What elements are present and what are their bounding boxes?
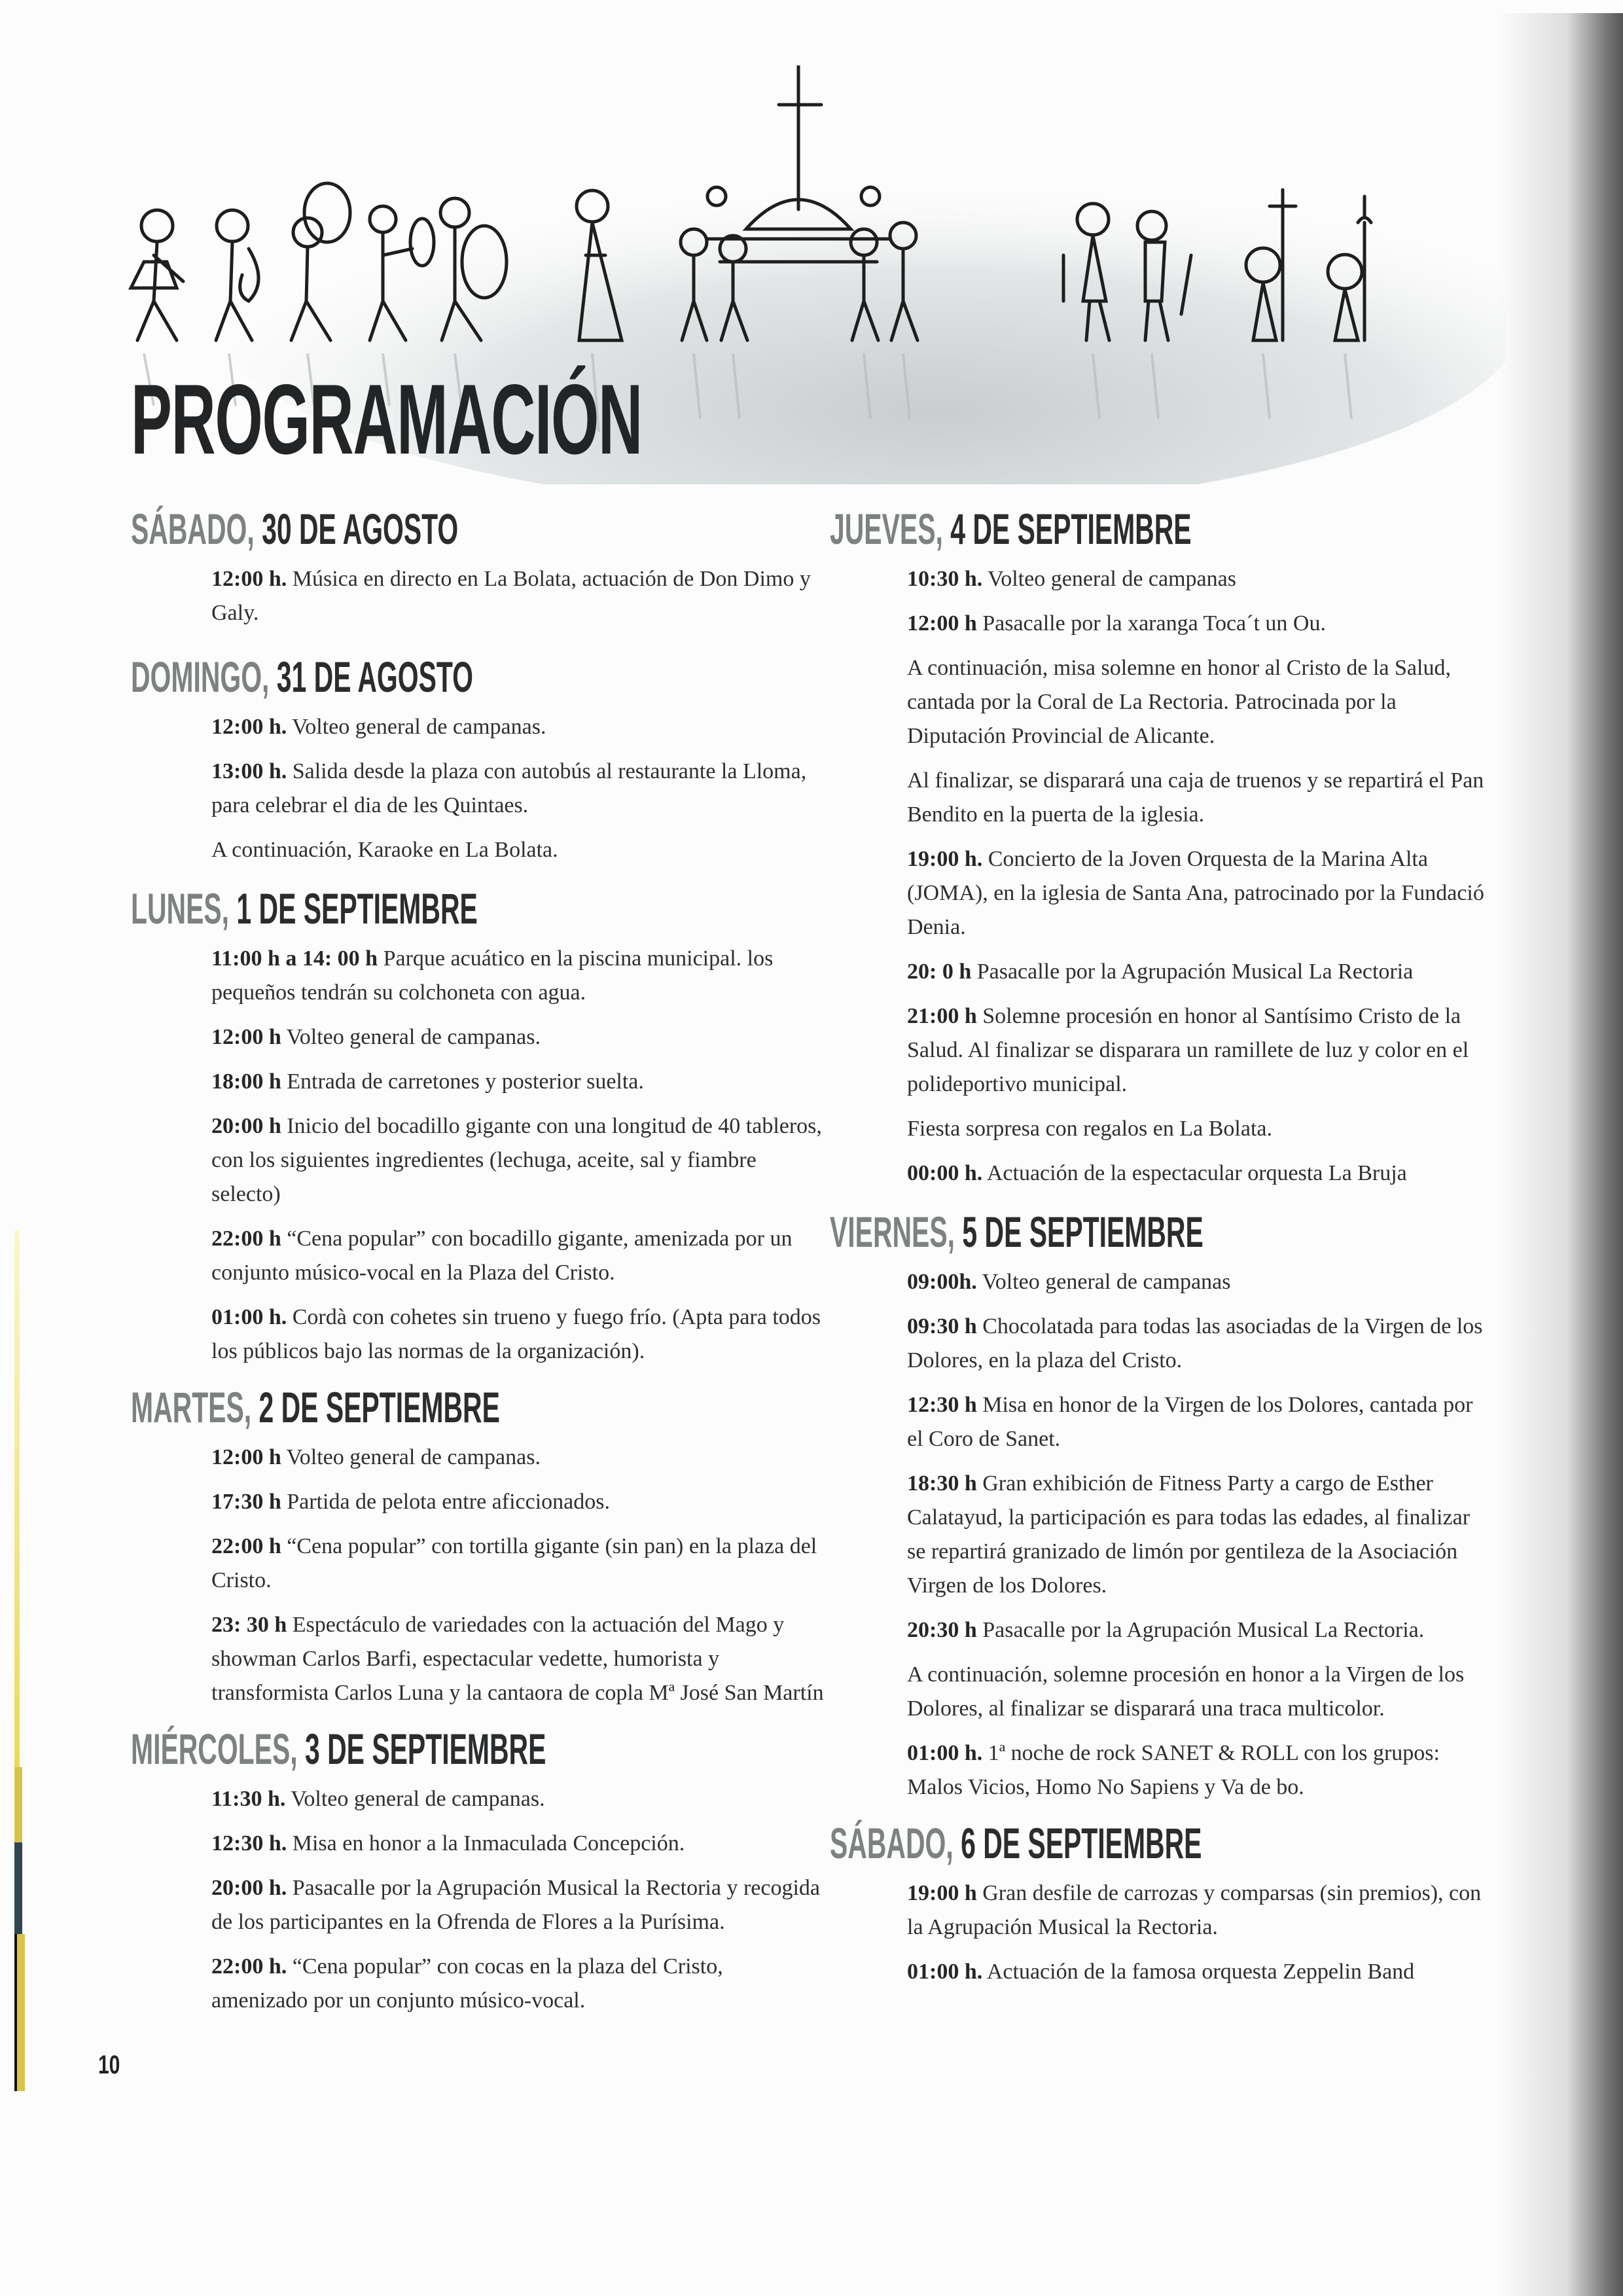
event-description: Pasacalle por la Agrupación Musical la Rectoria y recogida de los participantes en la Ofrenda de Flores a la Purísima. (211, 1876, 820, 1934)
event-time: 01:00 h. (907, 1741, 983, 1765)
event-list (830, 1876, 1484, 1989)
event-item (211, 562, 825, 630)
day-section (830, 1210, 1484, 1804)
event-time: 23: 30 h (211, 1613, 287, 1637)
day-heading (830, 1819, 1236, 1867)
day-heading (131, 884, 561, 933)
event-description: Volteo general de campanas. (281, 1025, 541, 1049)
event-item (907, 764, 1484, 832)
event-item (907, 607, 1484, 641)
event-time: 19:00 h (907, 1881, 977, 1905)
day-name: SÁBADO, (131, 505, 255, 553)
day-name: JUEVES, (830, 505, 943, 553)
event-item (211, 1530, 825, 1598)
event-item (211, 1222, 825, 1290)
event-item (211, 1300, 825, 1369)
event-description: Volteo general de campanas. (285, 1787, 545, 1811)
day-date: 6 DE SEPTIEMBRE (953, 1819, 1202, 1867)
event-time: 21:00 h (907, 1004, 977, 1028)
event-description: Fiesta sorpresa con regalos en La Bolata. (907, 1117, 1272, 1141)
event-time: 12:30 h (907, 1393, 977, 1417)
event-item (907, 1467, 1484, 1603)
day-name: MIÉRCOLES, (131, 1725, 298, 1773)
event-description: Chocolatada para todas las asociadas de la Virgen de los Dolores, en la plaza del Cristo. (907, 1314, 1483, 1372)
day-heading (131, 653, 561, 701)
event-list (131, 710, 825, 867)
event-item (211, 1827, 825, 1861)
event-time: 12:00 h (211, 1025, 281, 1049)
event-time: 01:00 h. (211, 1305, 287, 1329)
event-description: Concierto de la Joven Orquesta de la Marina Alta (JOMA), en la iglesia de Santa Ana, patrocinado por la Fundació Denia. (907, 847, 1484, 939)
event-description: Entrada de carretones y posterior suelta. (281, 1069, 644, 1094)
event-description: “Cena popular” con cocas en la plaza del Cristo, amenizado por un conjunto músico-vocal. (211, 1954, 723, 2013)
event-description: Pasacalle por la Agrupación Musical La Rectoria (971, 960, 1414, 984)
event-description: Espectáculo de variedades con la actuación del Mago y showman Carlos Barfi, espectacular vedette, humorista y transformista Carlos Luna y la cantaora de copla Mª José San Martín (211, 1613, 824, 1705)
event-description: Música en directo en La Bolata, actuación de Don Dimo y Galy. (211, 567, 811, 625)
event-item (907, 999, 1484, 1102)
day-date: 3 DE SEPTIEMBRE (297, 1725, 546, 1773)
event-time: 22:00 h. (211, 1954, 287, 1979)
event-item (907, 1736, 1484, 1804)
event-time: 10:30 h. (907, 567, 983, 591)
event-description: Volteo general de campanas (976, 1270, 1231, 1294)
day-section (131, 1383, 825, 1710)
event-item (907, 1613, 1484, 1647)
schedule-column-right (830, 507, 1484, 2000)
day-section (830, 1821, 1484, 1989)
event-item (211, 1950, 825, 2018)
event-description: Pasacalle por la xaranga Toca´t un Ou. (976, 611, 1326, 636)
event-item (211, 755, 825, 823)
day-section (830, 507, 1484, 1191)
day-date: 30 DE AGOSTO (254, 505, 459, 553)
event-item (211, 1608, 825, 1710)
event-description: A continuación, misa solemne en honor al Cristo de la Salud, cantada por la Coral de La Rectoria. Patrocinada por la Diputación Provincial de Alicante. (907, 656, 1451, 748)
schedule-column-left (131, 507, 825, 2028)
event-time: 20:00 h. (211, 1876, 287, 1900)
day-date: 2 DE SEPTIEMBRE (251, 1383, 500, 1431)
edge-color-band-yellow (14, 1934, 25, 2091)
event-description: Actuación de la famosa orquesta Zeppelin Band (982, 1960, 1415, 1984)
day-date: 31 DE AGOSTO (269, 653, 473, 701)
day-name: SÁBADO, (830, 1819, 954, 1867)
event-item (211, 1109, 825, 1211)
event-item (907, 1265, 1484, 1299)
day-section (131, 655, 825, 867)
event-item (907, 1658, 1484, 1726)
page-number: 10 (98, 2051, 120, 2079)
event-description: A continuación, Karaoke en La Bolata. (211, 838, 558, 862)
event-item (907, 1388, 1484, 1456)
event-item (211, 1020, 825, 1054)
event-description: Al finalizar, se disparará una caja de truenos y se repartirá el Pan Bendito en la puerta de la iglesia. (907, 768, 1484, 827)
event-time: 12:30 h. (211, 1831, 287, 1856)
event-description: Volteo general de campanas. (287, 715, 546, 739)
event-description: Volteo general de campanas (982, 567, 1236, 591)
event-time: 11:30 h. (211, 1787, 286, 1811)
event-time: 20:30 h (907, 1618, 977, 1642)
event-time: 09:00h. (907, 1270, 977, 1294)
day-name: LUNES, (131, 884, 230, 933)
event-item (907, 1112, 1484, 1146)
event-description: “Cena popular” con tortilla gigante (sin pan) en la plaza del Cristo. (211, 1534, 817, 1592)
day-section (131, 1727, 825, 2018)
edge-color-band-yellow (14, 1767, 22, 1842)
event-item (211, 942, 825, 1010)
event-time: 12:00 h. (211, 715, 287, 739)
event-description: A continuación, solemne procesión en honor a la Virgen de los Dolores, al finalizar se disparará una traca multicolor. (907, 1662, 1465, 1721)
event-item (907, 842, 1484, 944)
event-item (907, 651, 1484, 753)
event-description: “Cena popular” con bocadillo gigante, amenizada por un conjunto músico-vocal en la Plaza del Cristo. (211, 1227, 793, 1285)
event-description: Parque acuático en la piscina municipal. los pequeños tendrán su colchoneta con agua. (211, 946, 774, 1005)
event-description: Pasacalle por la Agrupación Musical La Rectoria. (976, 1618, 1425, 1642)
event-description: Salida desde la plaza con autobús al restaurante la Lloma, para celebrar el dia de les Quintaes. (211, 759, 807, 817)
page-title: PROGRAMACIÓN (131, 364, 642, 475)
event-time: 20:00 h (211, 1114, 281, 1138)
event-list (131, 942, 825, 1369)
event-time: 11:00 h a 14: 00 h (211, 946, 378, 971)
event-time: 22:00 h (211, 1534, 281, 1558)
event-time: 17:30 h (211, 1490, 281, 1514)
event-time: 12:00 h. (211, 567, 287, 591)
event-item (211, 710, 825, 744)
day-heading (131, 1383, 561, 1431)
event-description: Gran exhibición de Fitness Party a cargo de Esther Calatayud, la participación es para todas las edades, al finalizar se repartirá granizado de limón por gentileza de la Asociación Virgen de los Dolores. (907, 1471, 1471, 1598)
event-description: 1ª noche de rock SANET & ROLL con los grupos: Malos Vicios, Homo No Sapiens y Va de bo. (907, 1741, 1440, 1799)
event-time: 00:00 h. (907, 1161, 983, 1185)
event-description: Misa en honor de la Virgen de los Dolores, cantada por el Coro de Sanet. (907, 1393, 1473, 1451)
event-description: Misa en honor a la Inmaculada Concepción. (287, 1831, 685, 1856)
event-description: Partida de pelota entre aficcionados. (281, 1490, 610, 1514)
event-time: 18:00 h (211, 1069, 281, 1094)
page-fold-shadow (1499, 13, 1623, 2296)
event-item (907, 1157, 1484, 1191)
day-heading (131, 1725, 561, 1773)
event-time: 22:00 h (211, 1227, 281, 1251)
event-list (131, 562, 825, 630)
event-list (830, 562, 1484, 1191)
edge-color-band-slate (14, 1842, 22, 1934)
event-time: 12:00 h (211, 1445, 281, 1469)
day-heading (131, 505, 561, 553)
event-item (211, 833, 825, 867)
event-item (907, 562, 1484, 596)
event-time: 18:30 h (907, 1471, 977, 1496)
event-item (211, 1871, 825, 1939)
event-item (907, 955, 1484, 989)
event-list (131, 1782, 825, 2018)
event-list (131, 1441, 825, 1710)
event-description: Actuación de la espectacular orquesta La Bruja (982, 1161, 1407, 1185)
event-time: 12:00 h (907, 611, 977, 636)
day-heading (830, 505, 1236, 553)
clarinet-player-figure (131, 210, 183, 340)
day-section (131, 507, 825, 630)
event-item (211, 1441, 825, 1475)
event-time: 20: 0 h (907, 960, 972, 984)
event-time: 13:00 h. (211, 759, 287, 783)
event-item (211, 1782, 825, 1816)
event-item (211, 1485, 825, 1519)
event-list (830, 1265, 1484, 1804)
event-time: 09:30 h (907, 1314, 977, 1338)
day-name: MARTES, (131, 1383, 252, 1431)
event-description: Gran desfile de carrozas y comparsas (sin premios), con la Agrupación Musical la Rectoria. (907, 1881, 1482, 1939)
event-description: Volteo general de campanas. (281, 1445, 541, 1469)
event-item (907, 1310, 1484, 1378)
day-date: 1 DE SEPTIEMBRE (229, 884, 478, 933)
day-date: 5 DE SEPTIEMBRE (955, 1208, 1204, 1256)
event-item (211, 1065, 825, 1099)
event-description: Inicio del bocadillo gigante con una longitud de 40 tableros, con los siguientes ingredientes (lechuga, aceite, sal y fiambre selecto) (211, 1114, 822, 1206)
event-item (907, 1876, 1484, 1945)
day-heading (830, 1208, 1236, 1256)
event-item (907, 1955, 1484, 1989)
event-time: 01:00 h. (907, 1960, 983, 1984)
day-date: 4 DE SEPTIEMBRE (942, 505, 1192, 553)
event-description: Cordà con cohetes sin trueno y fuego frío. (Apta para todos los públicos bajo las normas de la organización). (211, 1305, 821, 1363)
day-name: VIERNES, (830, 1208, 955, 1256)
event-description: Solemne procesión en honor al Santísimo Cristo de la Salud. Al finalizar se disparara un ramillete de luz y color en el polideportivo municipal. (907, 1004, 1469, 1096)
day-name: DOMINGO, (131, 653, 270, 701)
day-section (131, 884, 825, 1369)
edge-color-band (14, 1230, 20, 1839)
event-time: 19:00 h. (907, 847, 983, 871)
